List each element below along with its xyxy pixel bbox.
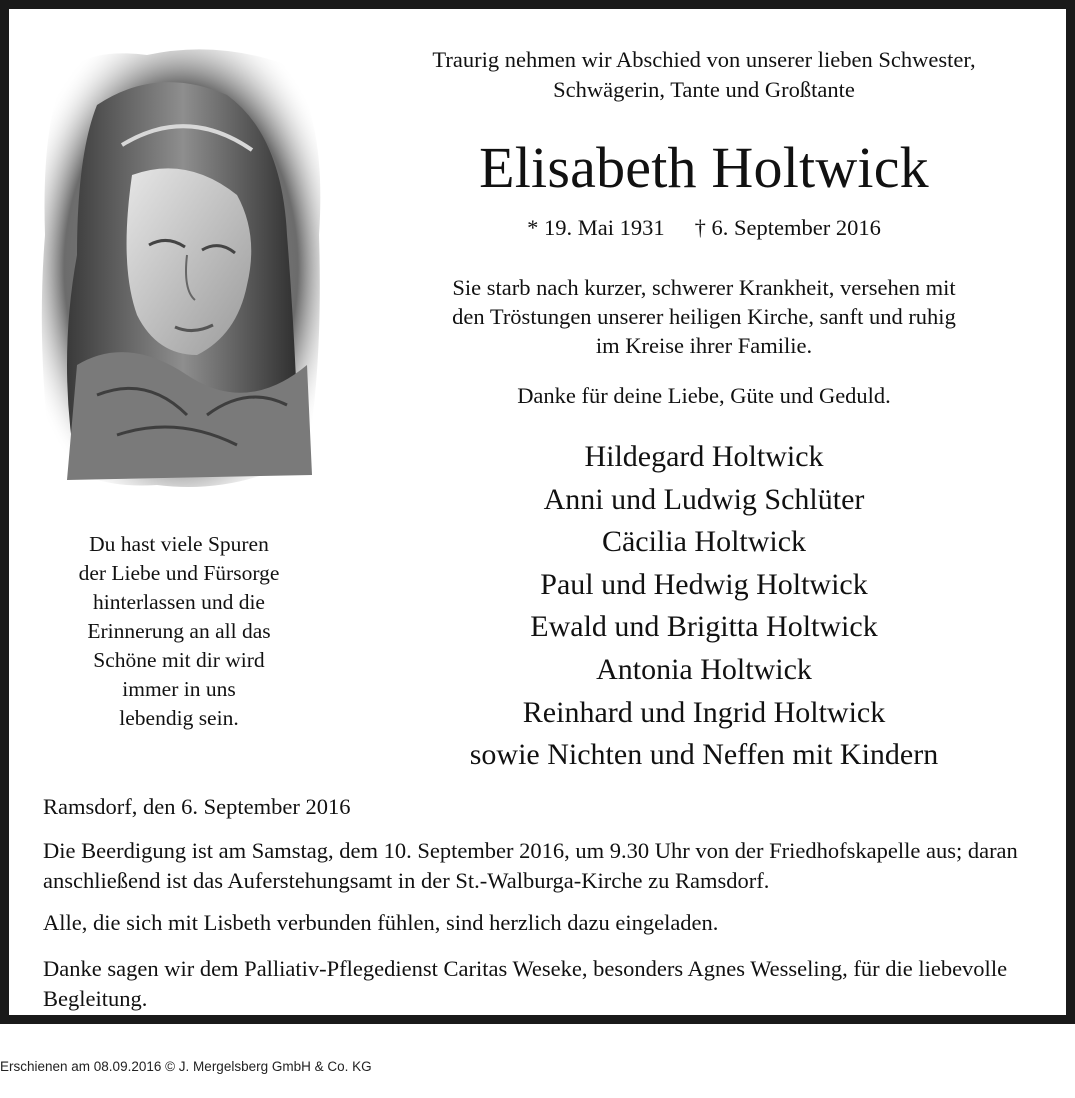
- poem-line: lebendig sein.: [119, 706, 239, 730]
- memorial-poem: [39, 530, 319, 733]
- family-member: Reinhard und Ingrid Holtwick: [522, 695, 886, 729]
- family-member: Paul und Hedwig Holtwick: [540, 567, 868, 601]
- family-member: Hildegard Holtwick: [584, 440, 824, 473]
- invitation-text: Alle, die sich mit Lisbeth verbunden fühlen, sind herzlich dazu eingeladen.: [43, 910, 719, 935]
- funeral-info: Die Beerdigung ist am Samstag, dem 10. September 2016, um 9.30 Uhr von der Friedhofskapelle aus; daran anschließend ist das Auferstehungsamt in der St.-Walburga-Kirche zu Ramsdorf.: [43, 838, 1018, 893]
- poem-line: Du hast viele Spuren: [89, 532, 269, 556]
- gratitude-text: Danke sagen wir dem Palliativ-Pflegedienst Caritas Weseke, besonders Agnes Wesseling, für die liebevolle Begleitung.: [43, 956, 1008, 1011]
- family-list: [354, 436, 1054, 777]
- family-member: Ewald und Brigitta Holtwick: [530, 610, 878, 644]
- poem-line: der Liebe und Fürsorge: [78, 561, 280, 585]
- poem-line: Schöne mit dir wird: [93, 648, 265, 672]
- poem-line: Erinnerung an all das: [87, 619, 271, 643]
- intro-line: Schwägerin, Tante und Großtante: [553, 77, 855, 102]
- intro-line: Traurig nehmen wir Abschied von unserer lieben Schwester,: [432, 47, 976, 72]
- life-dates: [354, 213, 1054, 243]
- death-date: † 6. September 2016: [694, 215, 881, 240]
- publication-credit: Erschienen am 08.09.2016 © J. Mergelsberg GmbH & Co. KG: [0, 1059, 372, 1074]
- family-member: sowie Nichten und Neffen mit Kindern: [469, 738, 939, 772]
- place-and-date: Ramsdorf, den 6. September 2016: [43, 794, 351, 819]
- poem-line: hinterlassen und die: [93, 590, 265, 614]
- description-line: den Tröstungen unserer heiligen Kirche, sanft und ruhig: [452, 304, 956, 329]
- birth-date: * 19. Mai 1931: [527, 215, 665, 240]
- intro-text: [354, 45, 1054, 105]
- family-member: Antonia Holtwick: [596, 652, 812, 686]
- family-member: Anni und Ludwig Schlüter: [543, 482, 865, 516]
- madonna-sculpture-image: [37, 35, 323, 491]
- description-line: im Kreise ihrer Familie.: [595, 333, 813, 358]
- thanks-line: Danke für deine Liebe, Güte und Geduld.: [517, 383, 891, 408]
- description-line: Sie starb nach kurzer, schwerer Krankheit, versehen mit: [452, 275, 956, 300]
- poem-line: immer in uns: [122, 677, 236, 701]
- family-member: Cäcilia Holtwick: [601, 525, 807, 559]
- death-description: [354, 273, 1054, 360]
- deceased-name: Elisabeth Holtwick: [479, 135, 929, 200]
